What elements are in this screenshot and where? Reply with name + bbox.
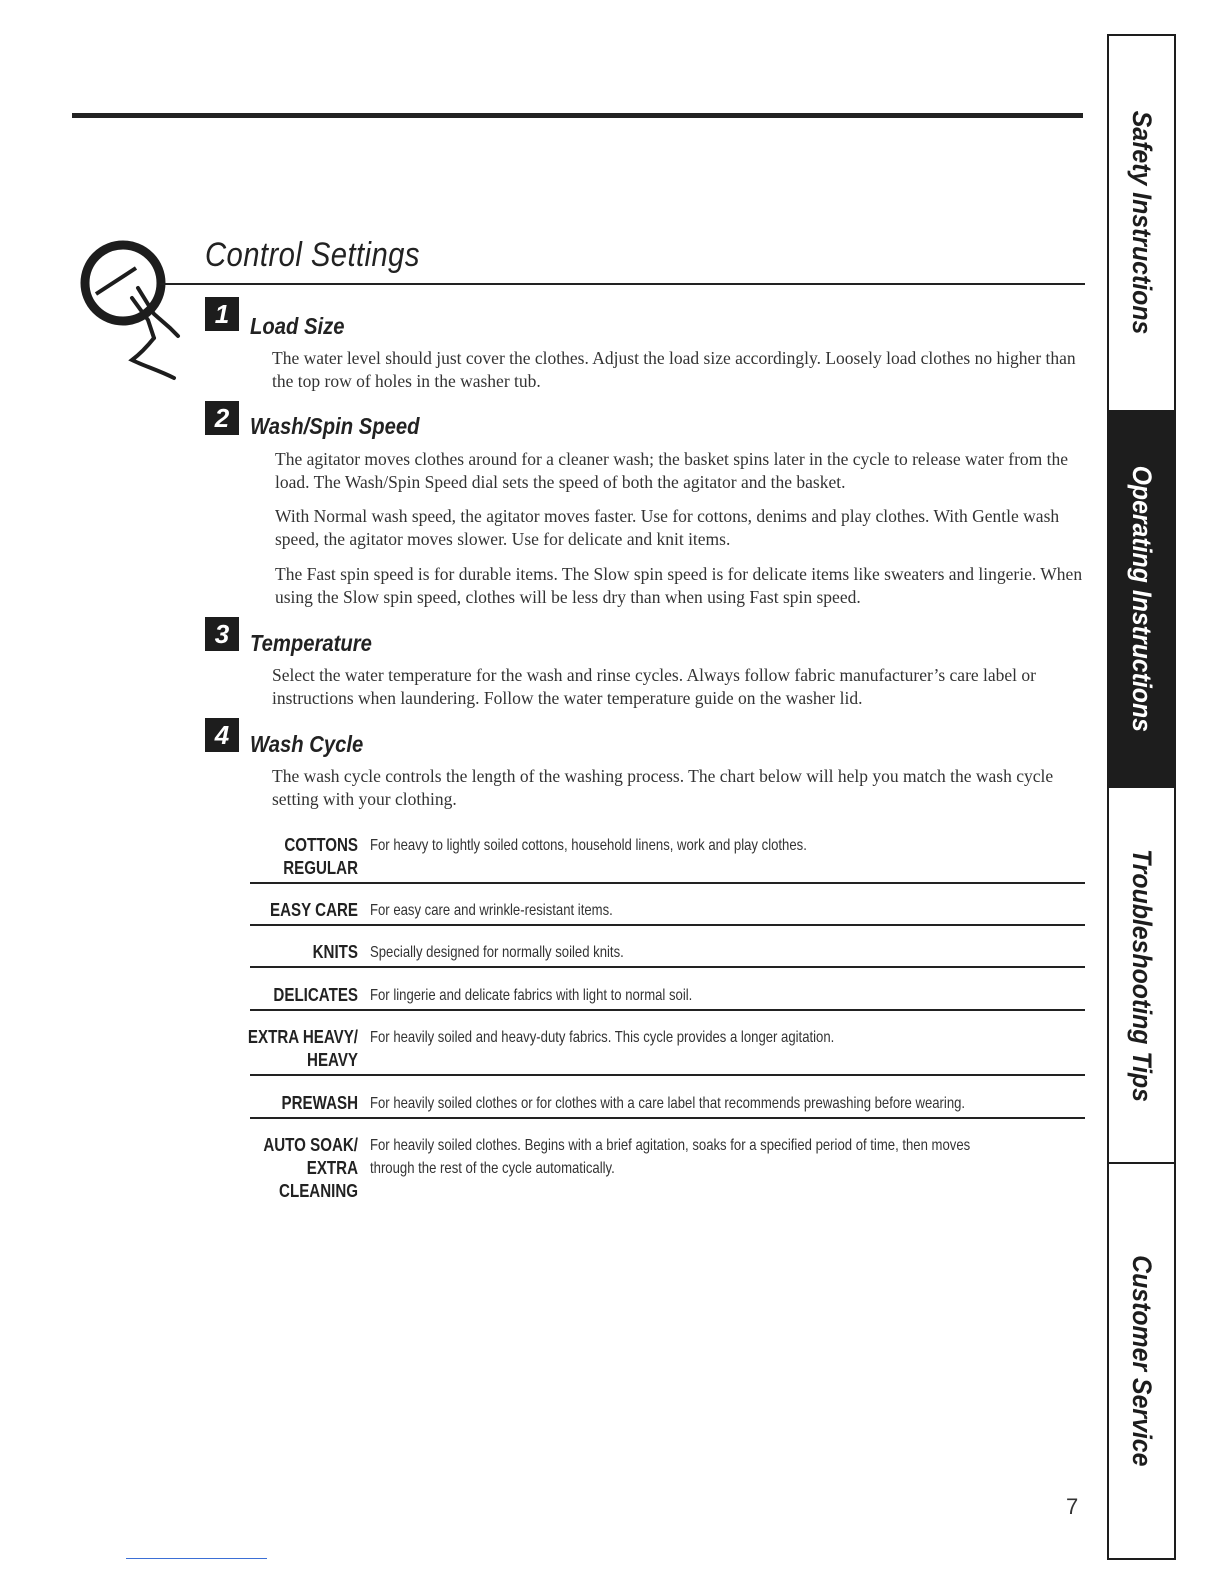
side-tab-nav bbox=[1107, 34, 1176, 1560]
paragraph: Select the water temperature for the wash and rinse cycles. Always follow fabric manufacturer’s care label or instructions when laundering. Follow the water temperature guide on the washer lid. bbox=[272, 665, 1037, 708]
row-divider bbox=[250, 1009, 1085, 1011]
cycle-description: For lingerie and delicate fabrics with light to normal soil. bbox=[370, 987, 693, 1004]
paragraph: With Normal wash speed, the agitator moves faster. Use for cottons, denims and play clothes. With Gentle wash speed, the agitator moves slower. Use for delicate and knit items. bbox=[275, 506, 1060, 549]
row-divider bbox=[250, 882, 1085, 884]
tab-label: Troubleshooting Tips bbox=[1127, 848, 1157, 1102]
tab-label: Operating Instructions bbox=[1127, 465, 1157, 733]
cycle-name-line2: EXTRA CLEANING bbox=[279, 1158, 358, 1201]
cycle-name: EXTRA HEAVY/ bbox=[247, 1027, 358, 1047]
cycle-description: Specially designed for normally soiled knits. bbox=[370, 944, 624, 961]
tab-customer-service[interactable] bbox=[1109, 1164, 1174, 1558]
dial-hand-icon bbox=[78, 228, 198, 388]
row-divider bbox=[250, 966, 1085, 968]
cycle-description: For easy care and wrinkle-resistant items. bbox=[370, 902, 613, 919]
paragraph: The wash cycle controls the length of the washing process. The chart below will help you match the wash cycle setting with your clothing. bbox=[272, 766, 1054, 809]
paragraph: The water level should just cover the clothes. Adjust the load size accordingly. Loosely load clothes no higher than the top row of holes in the washer tub. bbox=[272, 348, 1076, 391]
cycle-name: DELICATES bbox=[273, 985, 358, 1005]
paragraph: The agitator moves clothes around for a cleaner wash; the basket spins later in the cycle to release water from the load. The Wash/Spin Speed dial sets the speed of both the agitator and the basket. bbox=[275, 449, 1069, 492]
tab-label: Safety Instructions bbox=[1127, 111, 1157, 335]
cycle-name-line2: REGULAR bbox=[283, 858, 358, 878]
cycle-name: KNITS bbox=[312, 942, 358, 962]
cycle-description: For heavily soiled and heavy-duty fabrics. This cycle provides a longer agitation. bbox=[370, 1029, 835, 1046]
section-heading-wash-spin-speed: Wash/Spin Speed bbox=[250, 413, 420, 439]
cycle-name: AUTO SOAK/ bbox=[263, 1135, 358, 1155]
cycle-name: PREWASH bbox=[281, 1093, 358, 1113]
page-title: Control Settings bbox=[205, 236, 420, 274]
cycle-description: For heavily soiled clothes or for clothes with a care label that recommends prewashing before wearing. bbox=[370, 1095, 966, 1112]
section-heading-wash-cycle: Wash Cycle bbox=[250, 731, 364, 757]
title-rule bbox=[160, 283, 1085, 285]
cycle-name: EASY CARE bbox=[270, 900, 358, 920]
row-divider bbox=[250, 924, 1085, 926]
tab-troubleshooting-tips[interactable] bbox=[1109, 788, 1174, 1164]
section-number-badge: 3 bbox=[205, 617, 239, 651]
tab-safety-instructions[interactable] bbox=[1109, 36, 1174, 412]
top-rule bbox=[72, 113, 1083, 118]
section-number-badge: 4 bbox=[205, 718, 239, 752]
section-number-badge: 1 bbox=[205, 297, 239, 331]
row-divider bbox=[250, 1117, 1085, 1119]
section-heading-temperature: Temperature bbox=[250, 630, 372, 656]
tab-label: Customer Service bbox=[1127, 1255, 1157, 1467]
cycle-description: For heavy to lightly soiled cottons, household linens, work and play clothes. bbox=[370, 837, 807, 854]
section-number-badge: 2 bbox=[205, 401, 239, 435]
link-underline bbox=[126, 1558, 267, 1559]
row-divider bbox=[250, 1074, 1085, 1076]
section-heading-load-size: Load Size bbox=[250, 313, 345, 339]
cycle-description-line2: through the rest of the cycle automatically. bbox=[370, 1160, 615, 1177]
cycle-name: COTTONS bbox=[284, 835, 358, 855]
cycle-description: For heavily soiled clothes. Begins with a brief agitation, soaks for a specified period of time, then moves bbox=[370, 1137, 971, 1154]
cycle-name-line2: HEAVY bbox=[307, 1050, 358, 1070]
page-number: 7 bbox=[1066, 1494, 1079, 1519]
tab-operating-instructions[interactable] bbox=[1109, 412, 1174, 788]
paragraph: The Fast spin speed is for durable items. The Slow spin speed is for delicate items like sweaters and lingerie. When using the Slow spin speed, clothes will be less dry than when using Fast spin speed. bbox=[275, 564, 1083, 607]
